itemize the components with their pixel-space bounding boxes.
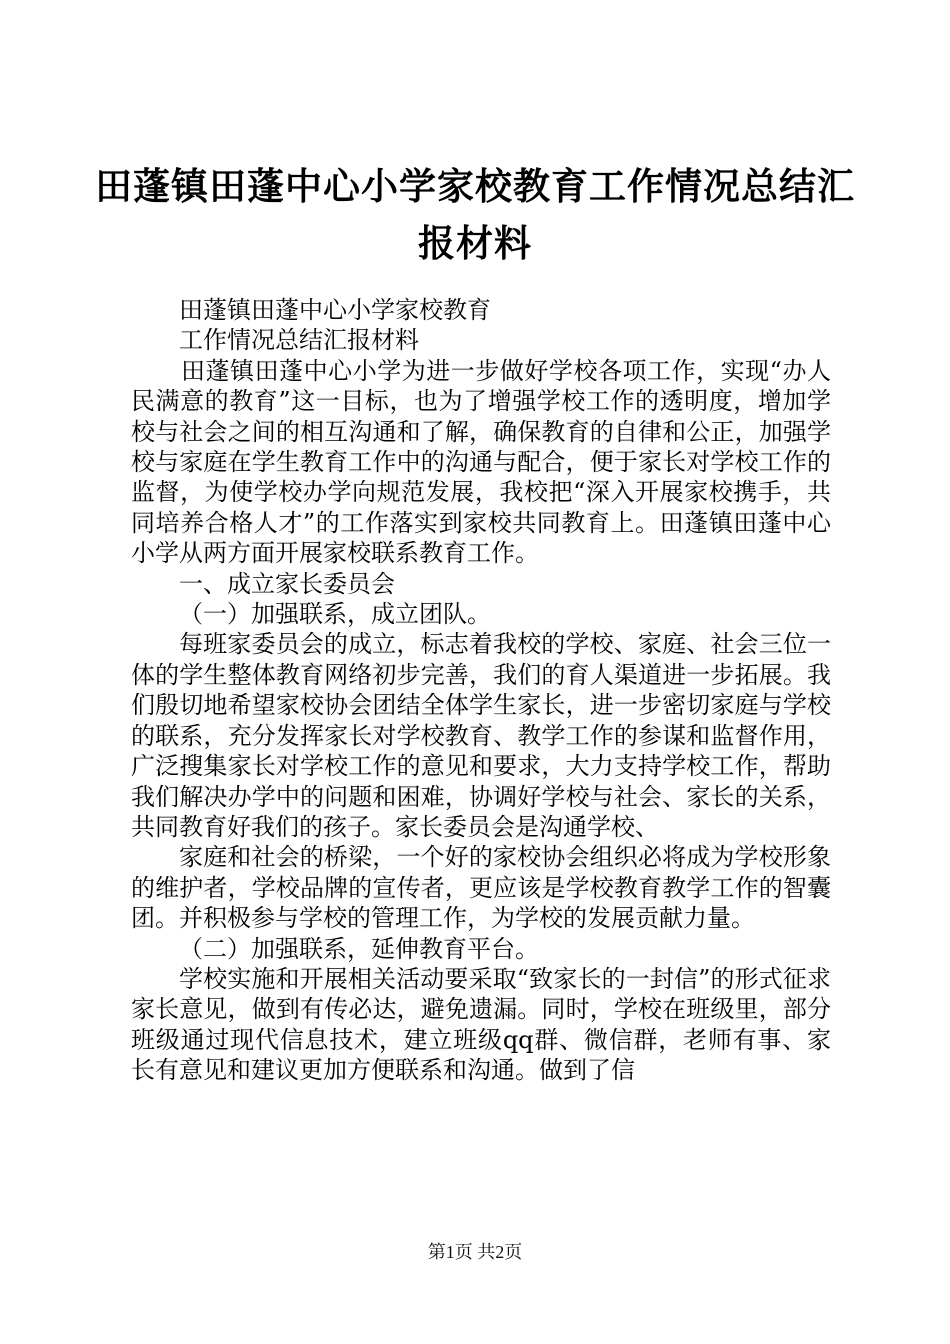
subtitle-line-1: 田蓬镇田蓬中心小学家校教育	[179, 296, 491, 324]
document-body	[131, 295, 831, 1086]
paragraph-committee: 每班家委员会的成立，标志着我校的学校、家庭、社会三位一体的学生整体教育网络初步完善，我们的育人渠道进一步拓展。我们殷切地希望家校协会团结全体学生家长，进一步密切家庭与学校的联系，充分发挥家长对学校教育、教学工作的参谋和监督作用，广泛搜集家长对学校工作的意见和要求，大力支持学校工作，帮助我们解决办学中的问题和困难，协调好学校与社会、家长的关系，共同教育好我们的孩子。家长委员会是沟通学校、	[131, 630, 831, 841]
paragraph-intro: 田蓬镇田蓬中心小学为进一步做好学校各项工作，实现“办人民满意的教育”这一目标，也为了增强学校工作的透明度，增加学校与社会之间的相互沟通和了解，确保教育的自律和公正，加强学校与家庭在学生教育工作中的沟通与配合，便于家长对学校工作的监督，为使学校办学向规范发展，我校把“深入开展家校携手，共同培养合格人才”的工作落实到家校共同教育上。田蓬镇田蓬中心小学从两方面开展家校联系教育工作。	[131, 356, 831, 568]
subtitle-line-2: 工作情况总结汇报材料	[179, 326, 419, 355]
subsection-heading-2: （二）加强联系，延伸教育平台。	[179, 934, 539, 963]
section-heading-1: 一、成立家长委员会	[179, 569, 395, 598]
document-title	[0, 158, 950, 272]
paragraph-bridge: 家庭和社会的桥梁，一个好的家校协会组织必将成为学校形象的维护者，学校品牌的宣传者，更应该是学校教育教学工作的智囊团。并积极参与学校的管理工作，为学校的发展贡献力量。	[131, 843, 831, 933]
subsection-heading-1: （一）加强联系，成立团队。	[179, 600, 491, 629]
page-number-footer: 第1页 共2页	[427, 1242, 523, 1262]
paragraph-platform: 学校实施和开展相关活动要采取“致家长的一封信”的形式征求家长意见，做到有传必达，避免遗漏。同时，学校在班级里，部分班级通过现代信息技术，建立班级qq群、微信群，老师有事、家长有意见和建议更加方便联系和沟通。做到了信	[131, 964, 831, 1085]
title-line-2: 报材料	[418, 222, 532, 265]
title-line-1: 田蓬镇田蓬中心小学家校教育工作情况总结汇	[95, 165, 855, 208]
